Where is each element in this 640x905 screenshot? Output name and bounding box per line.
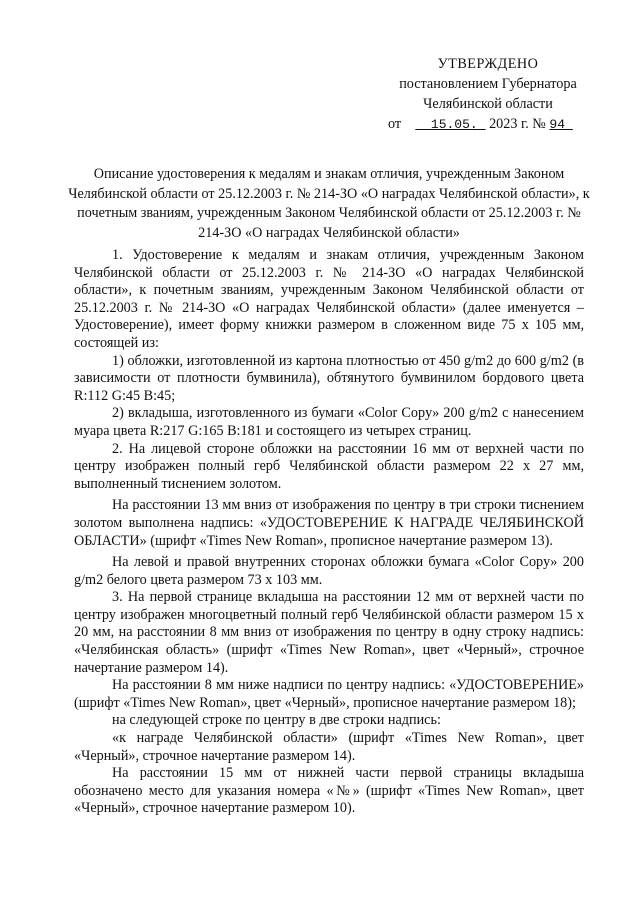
- document-heading: Описание удостоверения к медалям и знакам отличия, учрежденным Законом Челябинской области от 25.12.2003 г. № 214-ЗО «О наградах Челябинской области», к почетным званиям, учрежденным Законом Челябинской области от 25.12.2003 г. № 214-ЗО «О наградах Челябинской области»: [68, 166, 590, 241]
- paragraph: 2. На лицевой стороне обложки на расстоянии 16 мм от верхней части по центру изображен полный герб Челябинской области размером 22 х 27 мм, выполненный тиснением золотом.: [74, 440, 584, 492]
- approval-line-2: Челябинской области: [423, 96, 553, 112]
- paragraph: 1) обложки, изготовленной из картона плотностью от 450 g/m2 до 600 g/m2 (в зависимости от плотности бумвинила), обтянутого бумвинилом бордового цвета R:112 G:45 B:45;: [74, 352, 584, 404]
- approval-title: УТВЕРЖДЕНО: [437, 56, 539, 72]
- document-body: [74, 247, 584, 818]
- approval-block: [380, 54, 596, 135]
- paragraph: 1. Удостоверение к медалям и знакам отличия, учрежденным Законом Челябинской области от 25.12.2003 г. № 214-ЗО «О наградах Челябинской области», к почетным званиям, учрежденным Законом Челябинской области от 25.12.2003 г. № 214-ЗО «О наградах Челябинской области» (далее именуется – Удостоверение), имеет форму книжки размером в сложенном виде 75 х 105 мм, состоящей из:: [74, 247, 584, 351]
- paragraph: «к награде Челябинской области» (шрифт «Times New Roman», цвет «Черный», строчное начертание размером 14).: [74, 730, 584, 764]
- approval-from: от: [388, 116, 402, 132]
- paragraph: На левой и правой внутренних сторонах обложки бумага «Color Copy» 200 g/m2 белого цвета размером 73 х 103 мм.: [74, 554, 584, 588]
- paragraph: На расстоянии 15 мм от нижней части первой страницы вкладыша обозначено место для указания номера «№» (шрифт «Times New Roman», цвет «Черный», строчное начертание размером 10).: [74, 765, 584, 817]
- paragraph: 3. На первой странице вкладыша на расстоянии 12 мм от верхней части по центру изображен многоцветный полный герб Челябинской области размером 15 х 20 мм, на расстоянии 8 мм вниз от изображения по центру в одну строку надпись: «Челябинская область» (шрифт «Times New Roman», цвет «Черный», строчное начертание размером 14).: [74, 589, 584, 676]
- paragraph: На расстоянии 8 мм ниже надписи по центру надпись: «УДОСТОВЕРЕНИЕ» (шрифт «Times New Roman», цвет «Черный», прописное начертание размером 18);: [74, 677, 584, 711]
- paragraph: 2) вкладыша, изготовленного из бумаги «Color Copy» 200 g/m2 с нанесением муара цвета R:217 G:165 B:181 и состоящего из четырех страниц.: [74, 405, 584, 439]
- approval-date-line: [380, 114, 596, 135]
- approval-year: 2023 г. №: [489, 116, 546, 132]
- approval-number: 94: [549, 117, 566, 132]
- approval-line-1: постановлением Губернатора: [399, 76, 577, 92]
- paragraph: на следующей строке по центру в две строки надпись:: [112, 712, 441, 729]
- approval-date: 15.05.: [430, 117, 478, 132]
- paragraph: На расстоянии 13 мм вниз от изображения по центру в три строки тиснением золотом выполнена надпись: «УДОСТОВЕРЕНИЕ К НАГРАДЕ ЧЕЛЯБИНСКОЙ ОБЛАСТИ» (шрифт «Times New Roman», прописное начертание размером 13).: [74, 497, 584, 549]
